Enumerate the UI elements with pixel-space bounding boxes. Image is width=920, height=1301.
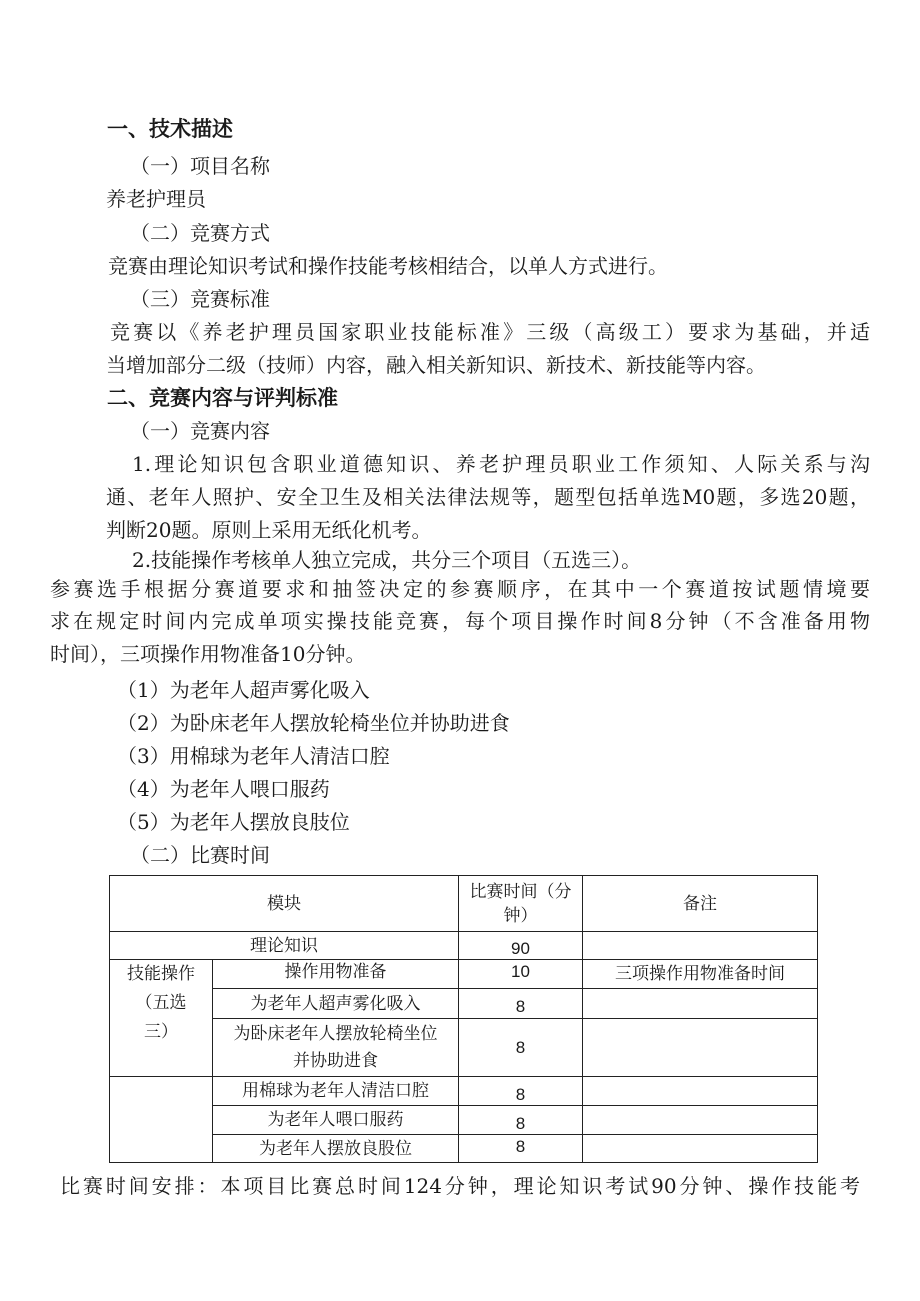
cell-item-wheelchair-feeding: 为卧床老年人摆放轮椅坐位 并协助进食 [233, 1023, 438, 1071]
paragraph-theory-line-1: 1.理论知识包含职业道德知识、养老护理员职业工作须知、人际关系与沟 [132, 452, 870, 476]
paragraph-skill-line-3: 求在规定时间内完成单项实操技能竞赛，每个项目操作时间8分钟（不含准备用物 [50, 609, 870, 633]
cell-item-nebulization-time: 8 [515, 996, 526, 1016]
list-item: （5）为老年人摆放良肢位 [117, 810, 350, 834]
list-item: （4）为老年人喂口服药 [117, 777, 330, 801]
cell-theory: 理论知识 [250, 935, 318, 956]
paragraph-project-name: 养老护理员 [106, 187, 206, 211]
subheading-competition-time: （二）比赛时间 [130, 843, 270, 867]
paragraph-skill-line-1: 2.技能操作考核单人独立完成，共分三个项目（五选三）。 [132, 548, 642, 572]
header-note: 备注 [683, 893, 717, 914]
cell-item-oral-cleaning: 用棉球为老年人清洁口腔 [242, 1081, 429, 1101]
subheading-project-name: （一）项目名称 [130, 154, 270, 178]
list-item: （2）为卧床老年人摆放轮椅坐位并协助进食 [117, 711, 510, 735]
cell-theory-time: 90 [511, 938, 530, 958]
subheading-competition-content: （一）竞赛内容 [130, 419, 270, 443]
subheading-competition-method: （二）竞赛方式 [130, 221, 270, 245]
cell-item-limb-positioning: 为老年人摆放良股位 [259, 1138, 412, 1159]
paragraph-competition-method: 竞赛由理论知识考试和操作技能考核相结合，以单人方式进行。 [108, 254, 668, 278]
cell-item-limb-positioning-time: 8 [515, 1136, 526, 1156]
paragraph-standard-line-2: 当增加部分二级（技师）内容，融入相关新知识、新技术、新技能等内容。 [106, 353, 766, 377]
paragraph-skill-line-2: 参赛选手根据分赛道要求和抽签决定的参赛顺序，在其中一个赛道按试题情境要 [50, 577, 870, 601]
table-border [817, 875, 818, 1163]
cell-skill-group: 技能操作 （五选 三） [127, 964, 195, 1042]
paragraph-skill-line-4: 时间），三项操作用物准备10分钟。 [50, 642, 366, 666]
cell-prep-note: 三项操作用物准备时间 [615, 964, 785, 984]
heading-content-and-criteria: 二、竞赛内容与评判标准 [107, 386, 338, 410]
paragraph-theory-line-3: 判断20题。原则上采用无纸化机考。 [106, 518, 432, 542]
paragraph-theory-line-2: 通、老年人照护、安全卫生及相关法律法规等，题型包括单选M0题，多选20题， [106, 485, 870, 509]
list-item: （1）为老年人超声雾化吸入 [117, 678, 370, 702]
cell-prep: 操作用物准备 [284, 962, 387, 982]
header-module: 模块 [267, 893, 301, 914]
cell-item-nebulization: 为老年人超声雾化吸入 [250, 993, 421, 1014]
subheading-competition-standard: （三）竞赛标准 [130, 287, 270, 311]
cell-prep-time: 10 [511, 962, 530, 981]
cell-item-oral-cleaning-time: 8 [515, 1085, 526, 1104]
paragraph-time-arrangement: 比赛时间安排：本项目比赛总时间124分钟，理论知识考试90分钟、操作技能考 [60, 1174, 860, 1198]
time-table [109, 875, 818, 1163]
table-border [109, 1162, 818, 1163]
cell-item-oral-medication: 为老年人喂口服药 [267, 1110, 404, 1130]
paragraph-standard-line-1: 竞赛以《养老护理员国家职业技能标准》三级（高级工）要求为基础，并适 [110, 320, 870, 344]
list-item: （3）用棉球为老年人清洁口腔 [117, 744, 390, 768]
cell-item-wheelchair-feeding-time: 8 [515, 1037, 526, 1057]
heading-technical-description: 一、技术描述 [107, 117, 233, 141]
header-time: 比赛时间（分 钟） [469, 881, 572, 926]
cell-item-oral-medication-time: 8 [515, 1114, 526, 1133]
